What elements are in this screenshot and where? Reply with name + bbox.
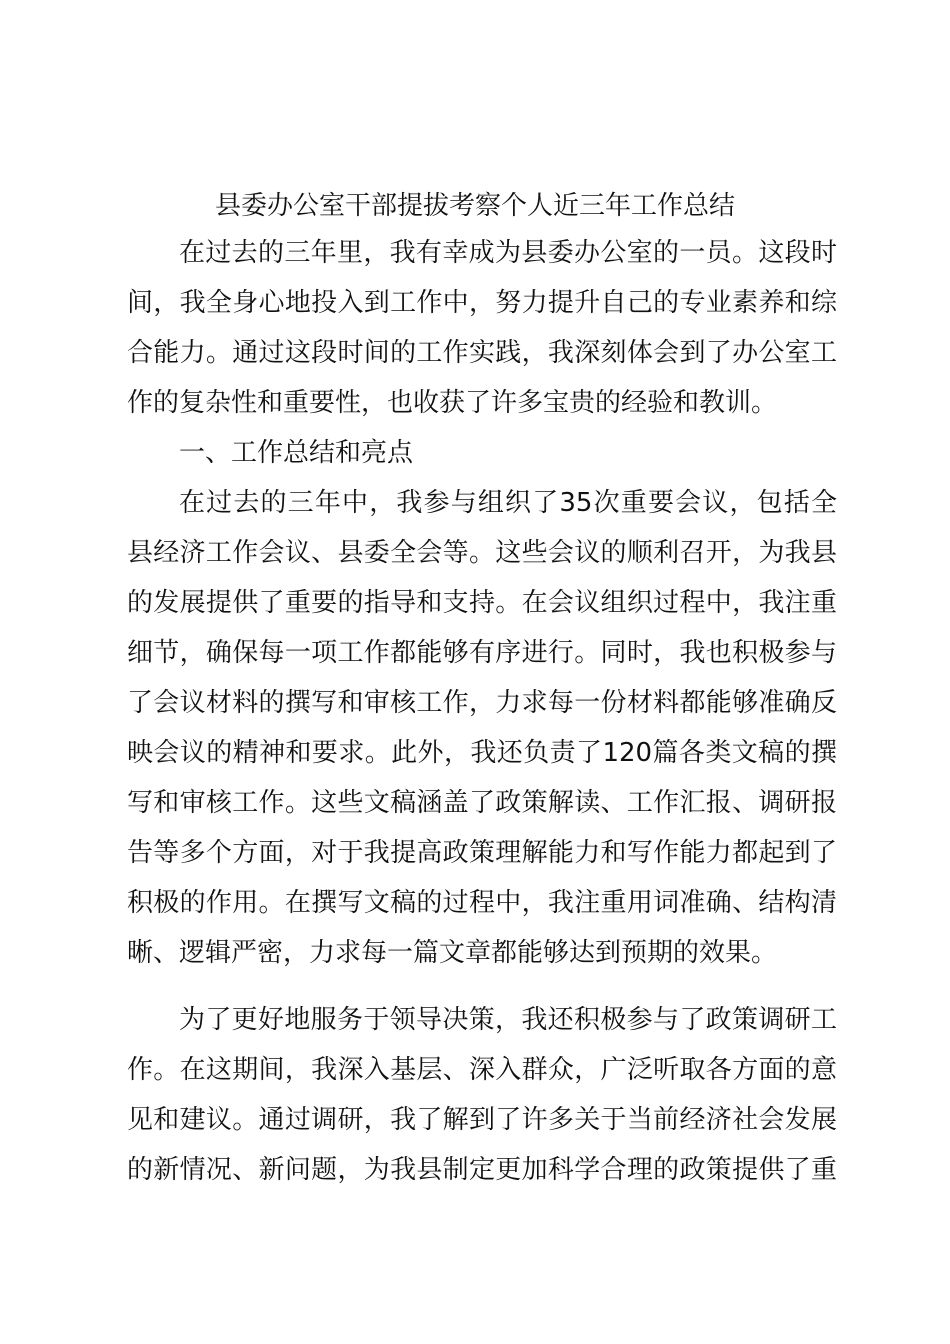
text-line: 写和审核工作。这些文稿涵盖了政策解读、工作汇报、调研报: [127, 788, 837, 818]
text-line: 为了更好地服务于领导决策，我还积极参与了政策调研工: [179, 1005, 837, 1035]
text-line: 在过去的三年中，我参与组织了35次重要会议，包括全: [179, 488, 837, 518]
text-line: 告等多个方面，对于我提高政策理解能力和写作能力都起到了: [127, 838, 837, 868]
text-line: 县经济工作会议、县委全会等。这些会议的顺利召开，为我县: [127, 538, 837, 568]
text-line: 作。在这期间，我深入基层、深入群众，广泛听取各方面的意: [127, 1055, 837, 1085]
text-line: 细节，确保每一项工作都能够有序进行。同时，我也积极参与: [127, 638, 837, 668]
text-line: 在过去的三年里，我有幸成为县委办公室的一员。这段时: [179, 238, 837, 268]
text-line: 积极的作用。在撰写文稿的过程中，我注重用词准确、结构清: [127, 888, 837, 918]
text-line: 了会议材料的撰写和审核工作，力求每一份材料都能够准确反: [127, 688, 837, 718]
section-heading: 一、工作总结和亮点: [179, 438, 414, 468]
text-line: 合能力。通过这段时间的工作实践，我深刻体会到了办公室工: [127, 338, 837, 368]
text-line: 晰、逻辑严密，力求每一篇文章都能够达到预期的效果。: [127, 938, 778, 968]
document-title: 县委办公室干部提拔考察个人近三年工作总结: [214, 191, 735, 221]
text-line: 映会议的精神和要求。此外，我还负责了120篇各类文稿的撰: [127, 738, 837, 768]
text-line: 见和建议。通过调研，我了解到了许多关于当前经济社会发展: [127, 1105, 837, 1135]
text-line: 的发展提供了重要的指导和支持。在会议组织过程中，我注重: [127, 588, 837, 618]
text-line: 的新情况、新问题，为我县制定更加科学合理的政策提供了重: [127, 1155, 837, 1185]
text-line: 间，我全身心地投入到工作中，努力提升自己的专业素养和综: [127, 288, 837, 318]
text-line: 作的复杂性和重要性，也收获了许多宝贵的经验和教训。: [127, 388, 778, 418]
